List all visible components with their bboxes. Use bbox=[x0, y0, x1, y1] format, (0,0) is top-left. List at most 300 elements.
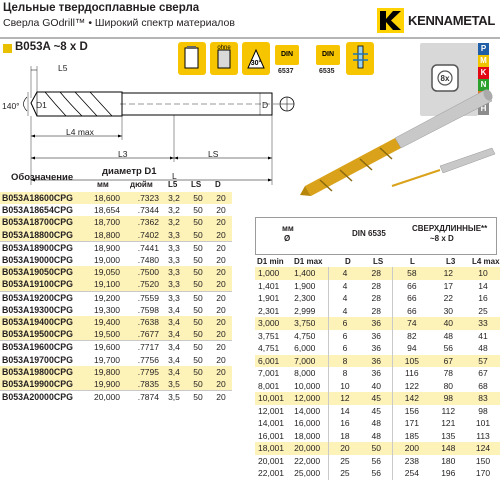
table-row bbox=[255, 392, 500, 405]
table-row bbox=[255, 367, 500, 380]
d-cell: 4 bbox=[329, 280, 360, 293]
ls-cell: 50 bbox=[186, 192, 210, 204]
diameter-inch-cell: .7500 bbox=[123, 266, 162, 278]
d-cell: 4 bbox=[329, 305, 360, 318]
l4-max-cell: 16 bbox=[478, 293, 488, 303]
l-label: L bbox=[172, 171, 177, 181]
d-cell: 20 bbox=[216, 255, 226, 266]
l4-max-cell: 14 bbox=[478, 280, 488, 291]
title-bullet-icon bbox=[3, 44, 12, 53]
extra-long-header: СВЕРХДЛИННЫЕ** bbox=[412, 224, 488, 233]
diameter-mm-cell: 19,800 bbox=[83, 366, 123, 378]
diameter-mm-cell: 19,200 bbox=[94, 292, 120, 303]
diameter-header: диаметр D1 bbox=[102, 166, 157, 177]
ls-cell: 36 bbox=[371, 343, 381, 353]
l3-cell: 56 bbox=[443, 343, 454, 353]
l3-cell: 112 bbox=[441, 405, 456, 416]
material-k: K bbox=[478, 67, 489, 79]
d-col-header: D bbox=[215, 180, 221, 189]
d1-max-cell: 1,900 bbox=[294, 280, 316, 291]
d-cell: 8 bbox=[329, 355, 360, 368]
ls-col-header: LS bbox=[191, 180, 202, 189]
ls-cell: 48 bbox=[371, 430, 381, 441]
l5-cell: 3,2 bbox=[162, 216, 186, 228]
l5-cell: 3,4 bbox=[168, 304, 180, 315]
l5-cell: 3,3 bbox=[162, 266, 186, 278]
d1-min-cell: 1,901 bbox=[258, 293, 280, 303]
d1-min-cell: 6,001 bbox=[255, 355, 291, 368]
l4-max-cell: 98 bbox=[478, 405, 488, 416]
d1-max-cell: 25,000 bbox=[294, 468, 321, 478]
d1-min-cell: 18,001 bbox=[255, 442, 291, 455]
table-row bbox=[0, 254, 232, 266]
svg-text:ohne: ohne bbox=[217, 45, 231, 51]
diameter-inch-cell: .7717 bbox=[137, 342, 159, 353]
table-row bbox=[0, 229, 232, 242]
l4-max-cell: 113 bbox=[476, 430, 490, 441]
ls-cell: 50 bbox=[186, 328, 210, 341]
l4-max-cell: 25 bbox=[478, 305, 488, 316]
product-code-cell: B053A18900CPG bbox=[2, 242, 73, 253]
d1-label: D1 bbox=[36, 100, 47, 110]
din-6535-icon: DIN bbox=[316, 45, 340, 65]
drill-technical-drawing bbox=[0, 58, 500, 193]
l-cell: 94 bbox=[393, 342, 431, 355]
diameter-mm-cell: 18,700 bbox=[83, 216, 123, 228]
diameter-inch-cell: .7598 bbox=[137, 304, 159, 315]
d-cell: 10 bbox=[329, 380, 360, 393]
l3-cell: 80 bbox=[443, 380, 454, 391]
l4-max-cell: 68 bbox=[478, 380, 488, 391]
d-cell: 20 bbox=[210, 366, 232, 378]
product-code-cell: B053A18800CPG bbox=[0, 229, 83, 242]
diameter-inch-cell: .7520 bbox=[123, 278, 162, 291]
d-cell: 20 bbox=[210, 328, 232, 341]
product-code-cell: B053A18600CPG bbox=[0, 192, 83, 204]
point-angle-label: 140° bbox=[2, 101, 20, 111]
l5-cell: 3,3 bbox=[168, 255, 180, 266]
catalog-subheading: Сверла GOdrill™ • Широкий спектр материалов bbox=[3, 17, 235, 29]
ls-cell: 45 bbox=[360, 392, 392, 405]
l5-cell: 3,3 bbox=[168, 242, 180, 253]
inch-col-header: дюйм bbox=[130, 180, 153, 189]
product-code-cell: B053A19600CPG bbox=[2, 342, 73, 353]
ls-cell: 50 bbox=[193, 392, 203, 403]
ls-label: LS bbox=[208, 149, 219, 159]
d-cell: 25 bbox=[329, 467, 360, 480]
diameter-inch-cell: .7441 bbox=[137, 242, 159, 253]
table-row bbox=[255, 467, 500, 480]
d1-max-cell: 12,000 bbox=[291, 392, 329, 405]
l5-cell: 3,2 bbox=[168, 205, 180, 216]
ls-cell: 50 bbox=[186, 278, 210, 291]
ls-cell: 50 bbox=[186, 216, 210, 228]
l5-cell: 3,4 bbox=[162, 366, 186, 378]
d-cell: 25 bbox=[329, 455, 360, 468]
l3-cell: 17 bbox=[443, 280, 454, 291]
d-cell: 6 bbox=[329, 342, 360, 355]
d-cell: 20 bbox=[216, 304, 226, 315]
diameter-inch-cell: .7835 bbox=[123, 378, 162, 391]
product-title: B053A ~8 x D bbox=[15, 41, 88, 53]
l-cell: 122 bbox=[393, 380, 431, 393]
ls-cell: 50 bbox=[193, 205, 203, 216]
ls-cell: 50 bbox=[186, 366, 210, 378]
diameter-mm-cell: 18,600 bbox=[83, 192, 123, 204]
kennametal-logo-icon bbox=[377, 8, 404, 33]
l5-cell: 3,2 bbox=[162, 192, 186, 204]
diameter-mm-cell: 18,654 bbox=[94, 205, 120, 216]
table-row bbox=[0, 378, 232, 391]
l5-col-header: L5 bbox=[168, 180, 178, 189]
d-cell: 20 bbox=[216, 242, 226, 253]
product-code-cell: B053A19000CPG bbox=[2, 255, 73, 266]
ls-cell: 50 bbox=[186, 378, 210, 391]
l3-cell: 148 bbox=[431, 442, 466, 455]
l-cell: 142 bbox=[393, 392, 431, 405]
d1-min-cell: 2,301 bbox=[258, 305, 280, 316]
l3-cell: 30 bbox=[443, 305, 454, 316]
d1-max-cell: 18,000 bbox=[294, 430, 321, 441]
material-n: N bbox=[478, 79, 489, 91]
l5-cell: 3,4 bbox=[168, 342, 180, 353]
l3-cell: 98 bbox=[431, 392, 466, 405]
l-cell: 66 bbox=[393, 292, 431, 305]
l3-col-header-right: L3 bbox=[446, 257, 456, 266]
d-cell: 14 bbox=[329, 405, 360, 418]
d-cell: 20 bbox=[210, 378, 232, 391]
extra-long-subheader: ~8 x D bbox=[430, 234, 454, 243]
l-cell: 185 bbox=[393, 430, 431, 443]
d1-max-cell: 3,750 bbox=[291, 317, 329, 330]
diameter-mm-cell: 18,900 bbox=[94, 242, 120, 253]
l4-label: L4 max bbox=[66, 127, 94, 137]
ls-cell: 50 bbox=[193, 242, 203, 253]
l-cell: 58 bbox=[393, 267, 431, 280]
mm-col-header: мм bbox=[97, 180, 109, 189]
ls-cell: 50 bbox=[186, 266, 210, 278]
l5-cell: 3,3 bbox=[168, 292, 180, 303]
d1-min-cell: 3,000 bbox=[255, 317, 291, 330]
ls-cell: 50 bbox=[360, 442, 392, 455]
diameter-mm-cell: 19,700 bbox=[94, 354, 120, 365]
product-code-cell: B053A19100CPG bbox=[0, 278, 83, 291]
table-row bbox=[0, 278, 232, 291]
table-row bbox=[0, 241, 232, 254]
diameter-inch-cell: .7756 bbox=[137, 354, 159, 365]
l3-cell: 180 bbox=[441, 455, 456, 466]
svg-text:30°: 30° bbox=[250, 60, 262, 67]
svg-text:8x: 8x bbox=[440, 74, 450, 83]
l5-cell: 3,3 bbox=[162, 229, 186, 242]
table-row bbox=[255, 342, 500, 355]
diameter-inch-cell: .7323 bbox=[123, 192, 162, 204]
diameter-inch-cell: .7677 bbox=[123, 328, 162, 341]
d-label: D bbox=[262, 100, 269, 110]
d1-min-cell: 20,001 bbox=[258, 455, 284, 466]
table-row bbox=[255, 267, 500, 280]
ls-cell: 50 bbox=[193, 342, 203, 353]
ls-cell: 28 bbox=[371, 305, 381, 316]
product-code-table bbox=[0, 192, 232, 403]
table-row bbox=[255, 430, 500, 443]
d1-min-cell: 12,001 bbox=[258, 405, 284, 416]
d-cell: 4 bbox=[329, 267, 360, 280]
table-row bbox=[0, 216, 232, 228]
product-code-cell: B053A19400CPG bbox=[0, 316, 83, 328]
d1-min-cell: 7,001 bbox=[258, 368, 280, 378]
l5-cell: 3,4 bbox=[162, 316, 186, 328]
d1-max-cell: 2,300 bbox=[294, 293, 316, 303]
table-row bbox=[0, 391, 232, 404]
l3-cell: 135 bbox=[441, 430, 456, 441]
ls-cell: 36 bbox=[371, 368, 381, 378]
d1-max-cell: 4,750 bbox=[294, 330, 316, 341]
diameter-inch-cell: .7362 bbox=[123, 216, 162, 228]
product-code-cell: B053A19500CPG bbox=[0, 328, 83, 341]
l4-max-cell: 150 bbox=[475, 455, 491, 466]
ls-cell: 48 bbox=[371, 418, 381, 428]
d1-max-cell: 8,000 bbox=[294, 368, 316, 378]
d1-min-cell: 1,401 bbox=[258, 280, 280, 291]
d-cell: 12 bbox=[329, 392, 360, 405]
d1-max-cell: 16,000 bbox=[294, 418, 321, 428]
d1-min-cell: 3,751 bbox=[258, 330, 280, 341]
d1-min-cell: 16,001 bbox=[258, 430, 284, 441]
table-row bbox=[0, 204, 232, 216]
table-row bbox=[255, 330, 500, 343]
l-col-header-right: L bbox=[410, 257, 415, 266]
d-cell: 8 bbox=[329, 367, 360, 380]
product-code-cell: B053A20000CPG bbox=[2, 392, 73, 403]
l5-cell: 3,4 bbox=[162, 328, 186, 341]
header-divider bbox=[0, 37, 500, 39]
l4-max-cell: 124 bbox=[466, 442, 500, 455]
d-cell: 6 bbox=[329, 330, 360, 343]
l5-cell: 3,5 bbox=[162, 378, 186, 391]
l-cell: 171 bbox=[393, 417, 431, 430]
d-cell: 16 bbox=[329, 417, 360, 430]
material-p: P bbox=[478, 43, 489, 55]
diameter-inch-cell: .7638 bbox=[123, 316, 162, 328]
l3-cell: 67 bbox=[431, 355, 466, 368]
product-code-cell: B053A19700CPG bbox=[2, 354, 73, 365]
product-code-cell: B053A19050CPG bbox=[0, 266, 83, 278]
l3-cell: 196 bbox=[441, 468, 456, 478]
diameter-inch-cell: .7480 bbox=[137, 255, 159, 266]
diameter-mm-cell: 19,050 bbox=[83, 266, 123, 278]
table-row bbox=[255, 280, 500, 293]
l5-label: L5 bbox=[58, 63, 68, 73]
l-cell: 156 bbox=[393, 405, 431, 418]
catalog-heading: Цельные твердосплавные сверла bbox=[3, 2, 200, 14]
d1-max-cell: 22,000 bbox=[294, 455, 321, 466]
table-row bbox=[0, 341, 232, 354]
d1-max-cell: 1,400 bbox=[291, 267, 329, 280]
l-cell: 82 bbox=[393, 330, 431, 343]
ls-cell: 50 bbox=[193, 255, 203, 266]
ls-cell: 50 bbox=[193, 292, 203, 303]
l3-cell: 22 bbox=[443, 293, 454, 303]
diameter-inch-cell: .7795 bbox=[123, 366, 162, 378]
designation-header: Обозначение bbox=[11, 172, 74, 183]
product-code-cell: B053A19300CPG bbox=[2, 304, 73, 315]
ls-cell: 50 bbox=[186, 229, 210, 242]
d-cell: 20 bbox=[216, 205, 226, 216]
diameter-mm-cell: 19,900 bbox=[83, 378, 123, 391]
d-cell: 18 bbox=[329, 430, 360, 443]
l-cell: 116 bbox=[393, 367, 431, 380]
table-row bbox=[0, 192, 232, 204]
d-cell: 20 bbox=[210, 192, 232, 204]
table-row bbox=[255, 417, 500, 430]
table-row bbox=[0, 366, 232, 378]
d-col-header-right: D bbox=[345, 257, 351, 266]
ls-cell: 50 bbox=[193, 304, 203, 315]
material-m: M bbox=[478, 55, 489, 67]
din-6537-caption: 6537 bbox=[278, 68, 294, 75]
brand-name: KENNAMETAL bbox=[408, 13, 496, 28]
d-cell: 20 bbox=[210, 229, 232, 242]
d1-max-cell: 2,999 bbox=[294, 305, 316, 316]
ls-cell: 36 bbox=[371, 330, 381, 341]
din-6535-caption: 6535 bbox=[319, 68, 335, 75]
l-cell: 254 bbox=[393, 467, 431, 480]
diameter-mm-cell: 19,000 bbox=[94, 255, 120, 266]
diameter-mm-cell: 19,300 bbox=[94, 304, 120, 315]
ls-cell: 28 bbox=[360, 267, 392, 280]
diameter-inch-cell: .7344 bbox=[137, 205, 159, 216]
d-cell: 20 bbox=[210, 316, 232, 328]
l4-max-cell: 33 bbox=[466, 317, 500, 330]
d1-min-cell: 14,001 bbox=[258, 418, 284, 428]
d-cell: 20 bbox=[216, 342, 226, 353]
table-row bbox=[255, 455, 500, 468]
table-row bbox=[0, 291, 232, 304]
l4-max-cell: 170 bbox=[475, 468, 491, 478]
d1min-col-header: D1 min bbox=[257, 257, 284, 266]
d-cell: 20 bbox=[329, 442, 360, 455]
diameter-inch-cell: .7402 bbox=[123, 229, 162, 242]
d1max-col-header: D1 max bbox=[294, 257, 323, 266]
ls-cell: 45 bbox=[371, 405, 381, 416]
ls-cell: 28 bbox=[371, 280, 381, 291]
table-row bbox=[0, 354, 232, 366]
diameter-symbol: Ø bbox=[284, 234, 291, 243]
d-cell: 20 bbox=[210, 278, 232, 291]
table-row bbox=[255, 405, 500, 418]
diameter-mm-cell: 18,800 bbox=[83, 229, 123, 242]
l5-cell: 3,3 bbox=[162, 278, 186, 291]
table-row bbox=[0, 304, 232, 316]
l3-cell: 121 bbox=[441, 418, 456, 428]
ls-cell: 28 bbox=[371, 293, 381, 303]
ls-col-header-right: LS bbox=[373, 257, 384, 266]
d-cell: 20 bbox=[210, 216, 232, 228]
table-row bbox=[255, 305, 500, 318]
d1-min-cell: 10,001 bbox=[255, 392, 291, 405]
l3-cell: 40 bbox=[431, 317, 466, 330]
l-cell: 200 bbox=[393, 442, 431, 455]
diameter-mm-cell: 19,100 bbox=[83, 278, 123, 291]
din6535-header: DIN 6535 bbox=[352, 229, 386, 238]
mm-header: мм bbox=[282, 224, 294, 233]
table-row bbox=[0, 316, 232, 328]
d1-max-cell: 14,000 bbox=[294, 405, 321, 416]
d-cell: 4 bbox=[329, 292, 360, 305]
table-row bbox=[255, 317, 500, 330]
l5-cell: 3,5 bbox=[168, 392, 180, 403]
diameter-mm-cell: 19,500 bbox=[83, 328, 123, 341]
l4-max-cell: 41 bbox=[478, 330, 488, 341]
l-cell: 105 bbox=[393, 355, 431, 368]
table-row bbox=[0, 266, 232, 278]
l4-max-cell: 48 bbox=[478, 343, 488, 353]
d1-max-cell: 20,000 bbox=[291, 442, 329, 455]
diameter-mm-cell: 19,400 bbox=[83, 316, 123, 328]
product-code-cell: B053A19800CPG bbox=[0, 366, 83, 378]
l-cell: 74 bbox=[393, 317, 431, 330]
diameter-inch-cell: .7559 bbox=[137, 292, 159, 303]
d1-min-cell: 1,000 bbox=[255, 267, 291, 280]
product-code-cell: B053A18700CPG bbox=[0, 216, 83, 228]
d1-min-cell: 22,001 bbox=[258, 468, 284, 478]
l-cell: 66 bbox=[393, 280, 431, 293]
diameter-mm-cell: 20,000 bbox=[94, 392, 120, 403]
din-6537-icon: DIN bbox=[275, 45, 299, 65]
d1-max-cell: 7,000 bbox=[291, 355, 329, 368]
l4-max-cell: 67 bbox=[478, 368, 488, 378]
ls-cell: 40 bbox=[371, 380, 381, 391]
ls-cell: 56 bbox=[371, 455, 381, 466]
material-h: H bbox=[478, 103, 489, 115]
d-cell: 20 bbox=[216, 292, 226, 303]
diameter-mm-cell: 19,600 bbox=[94, 342, 120, 353]
d1-min-cell: 4,751 bbox=[258, 343, 280, 353]
l-cell: 66 bbox=[393, 305, 431, 318]
dimension-range-table bbox=[255, 267, 500, 480]
product-code-cell: B053A18654CPG bbox=[2, 205, 73, 216]
d1-max-cell: 6,000 bbox=[294, 343, 316, 353]
l3-cell: 78 bbox=[443, 368, 454, 378]
diameter-inch-cell: .7874 bbox=[137, 392, 159, 403]
l4-max-cell: 101 bbox=[475, 418, 491, 428]
d1-max-cell: 10,000 bbox=[294, 380, 321, 391]
product-code-cell: B053A19200CPG bbox=[2, 292, 73, 303]
d-cell: 20 bbox=[210, 266, 232, 278]
table-row bbox=[255, 355, 500, 368]
d1-min-cell: 8,001 bbox=[258, 380, 280, 391]
l3-cell: 48 bbox=[443, 330, 454, 341]
l4-max-cell: 57 bbox=[466, 355, 500, 368]
ls-cell: 36 bbox=[360, 317, 392, 330]
l4-max-cell: 10 bbox=[466, 267, 500, 280]
ls-cell: 50 bbox=[193, 354, 203, 365]
l4-max-cell: 83 bbox=[466, 392, 500, 405]
d-cell: 6 bbox=[329, 317, 360, 330]
ls-cell: 50 bbox=[186, 316, 210, 328]
ls-cell: 36 bbox=[360, 355, 392, 368]
product-code-cell: B053A19900CPG bbox=[0, 378, 83, 391]
table-row bbox=[0, 328, 232, 341]
ls-cell: 56 bbox=[371, 468, 381, 478]
l4max-col-header-right: L4 max bbox=[472, 257, 500, 266]
l3-cell: 12 bbox=[431, 267, 466, 280]
table-row bbox=[255, 292, 500, 305]
l5-cell: 3,4 bbox=[168, 354, 180, 365]
table-row bbox=[255, 442, 500, 455]
l-cell: 238 bbox=[393, 455, 431, 468]
